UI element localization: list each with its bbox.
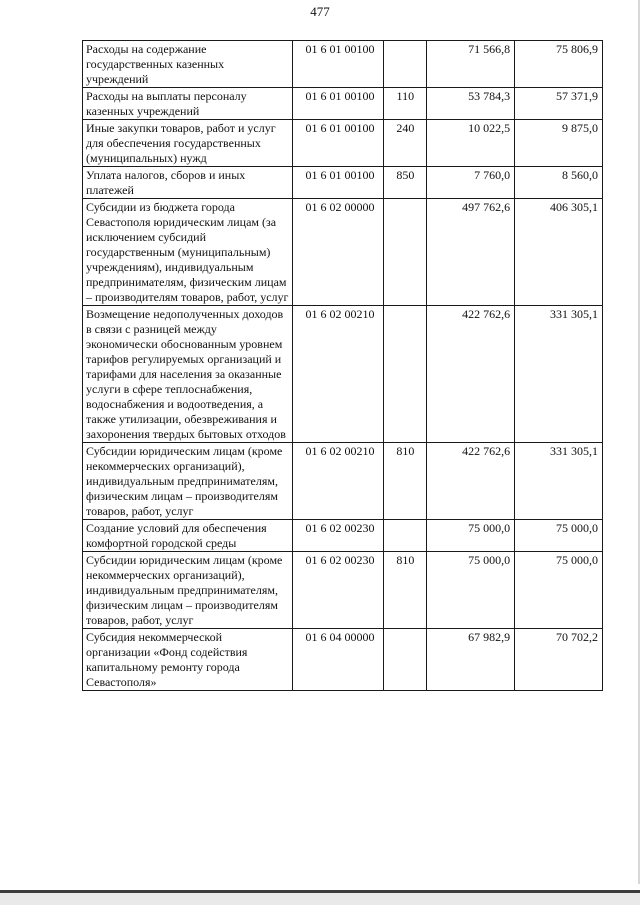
row-amount-2: 57 371,9 [515, 88, 603, 120]
row-expense-type [384, 41, 427, 88]
row-name: Расходы на выплаты персоналу казенных учреждений [83, 88, 293, 120]
row-name: Уплата налогов, сборов и иных платежей [83, 167, 293, 199]
row-name: Создание условий для обеспечения комфортной городской среды [83, 520, 293, 552]
row-budget-code: 01 6 01 00100 [293, 41, 384, 88]
budget-table [82, 40, 603, 691]
row-expense-type [384, 199, 427, 306]
row-amount-1: 53 784,3 [427, 88, 515, 120]
row-amount-1: 71 566,8 [427, 41, 515, 88]
row-name: Субсидии из бюджета города Севастополя юридическим лицам (за исключением субсидий государственным (муниципальным) учреждениям), индивидуальным предпринимателям, физическим лицам – производителям товаров, работ, услуг [83, 199, 293, 306]
table-row [83, 443, 603, 520]
row-expense-type [384, 629, 427, 691]
row-amount-1: 75 000,0 [427, 552, 515, 629]
row-expense-type: 850 [384, 167, 427, 199]
row-budget-code: 01 6 01 00100 [293, 88, 384, 120]
row-name: Субсидии юридическим лицам (кроме некоммерческих организаций), индивидуальным предпринимателям, физическим лицам – производителям товаров, работ, услуг [83, 443, 293, 520]
table-row [83, 88, 603, 120]
row-expense-type: 240 [384, 120, 427, 167]
table-row [83, 520, 603, 552]
row-name: Возмещение недополученных доходов в связи с разницей между экономически обоснованным уровнем тарифов регулируемых организаций и тарифами для населения за оказанные услуги в сфере теплоснабжения, водоснабжения и водоотведения, а также утилизации, обезвреживания и захоронения твердых бытовых отходов [83, 306, 293, 443]
row-budget-code: 01 6 02 00210 [293, 443, 384, 520]
table-row [83, 552, 603, 629]
row-amount-1: 10 022,5 [427, 120, 515, 167]
table-row [83, 199, 603, 306]
row-amount-2: 8 560,0 [515, 167, 603, 199]
row-amount-2: 75 806,9 [515, 41, 603, 88]
row-amount-1: 67 982,9 [427, 629, 515, 691]
row-budget-code: 01 6 02 00230 [293, 520, 384, 552]
row-amount-2: 9 875,0 [515, 120, 603, 167]
row-amount-1: 75 000,0 [427, 520, 515, 552]
row-expense-type [384, 520, 427, 552]
row-budget-code: 01 6 02 00000 [293, 199, 384, 306]
row-name: Субсидия некоммерческой организации «Фонд содействия капитальному ремонту города Севастополя» [83, 629, 293, 691]
table-row [83, 629, 603, 691]
row-budget-code: 01 6 01 00100 [293, 120, 384, 167]
row-expense-type: 810 [384, 552, 427, 629]
row-amount-1: 497 762,6 [427, 199, 515, 306]
table-row [83, 167, 603, 199]
row-name: Субсидии юридическим лицам (кроме некоммерческих организаций), индивидуальным предпринимателям, физическим лицам – производителям товаров, работ, услуг [83, 552, 293, 629]
row-amount-1: 7 760,0 [427, 167, 515, 199]
row-budget-code: 01 6 01 00100 [293, 167, 384, 199]
row-budget-code: 01 6 04 00000 [293, 629, 384, 691]
row-budget-code: 01 6 02 00210 [293, 306, 384, 443]
row-expense-type: 810 [384, 443, 427, 520]
page-number: 477 [310, 4, 330, 19]
row-amount-2: 406 305,1 [515, 199, 603, 306]
table-row [83, 306, 603, 443]
row-amount-2: 331 305,1 [515, 306, 603, 443]
row-name: Иные закупки товаров, работ и услуг для обеспечения государственных (муниципальных) нужд [83, 120, 293, 167]
row-name: Расходы на содержание государственных казенных учреждений [83, 41, 293, 88]
table-row [83, 41, 603, 88]
row-budget-code: 01 6 02 00230 [293, 552, 384, 629]
row-amount-1: 422 762,6 [427, 306, 515, 443]
row-amount-2: 331 305,1 [515, 443, 603, 520]
row-expense-type: 110 [384, 88, 427, 120]
row-amount-2: 75 000,0 [515, 552, 603, 629]
row-amount-2: 70 702,2 [515, 629, 603, 691]
row-amount-2: 75 000,0 [515, 520, 603, 552]
row-expense-type [384, 306, 427, 443]
row-amount-1: 422 762,6 [427, 443, 515, 520]
scan-bottom-band [0, 884, 640, 905]
table-row [83, 120, 603, 167]
